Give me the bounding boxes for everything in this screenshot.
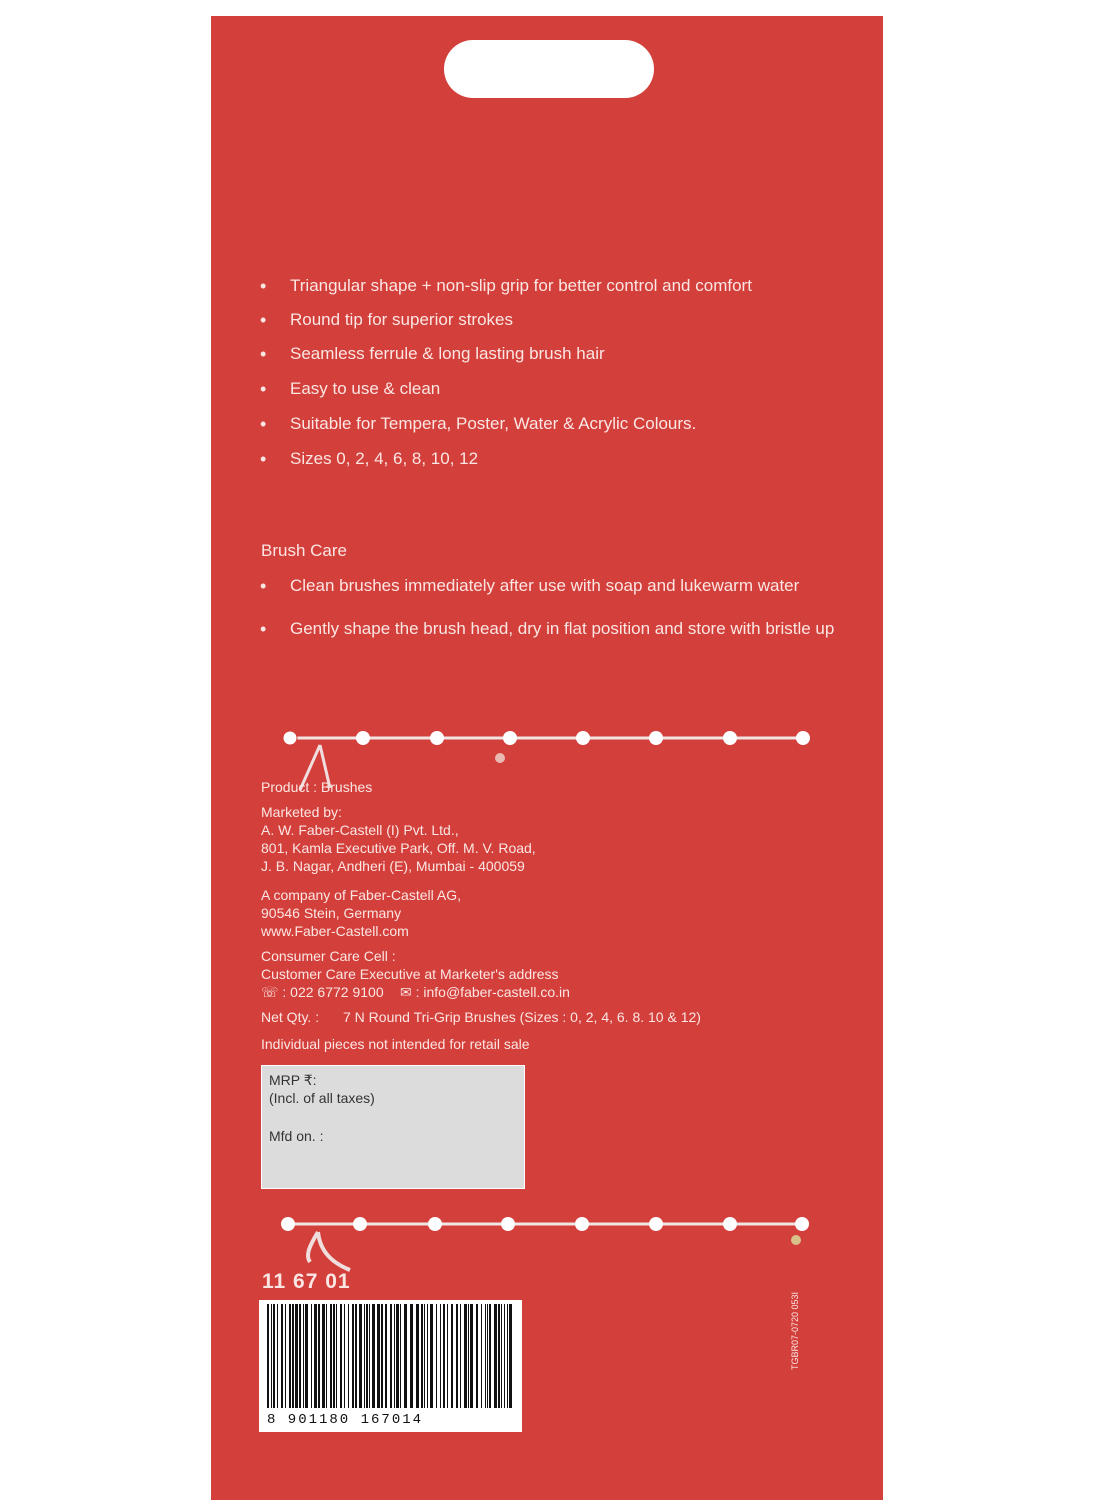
barcode-bar	[464, 1304, 467, 1408]
feature-item: • Triangular shape + non-slip grip for better control and comfort	[260, 276, 752, 296]
feature-item: • Sizes 0, 2, 4, 6, 8, 10, 12	[260, 449, 752, 469]
care-cell-label: Consumer Care Cell :	[261, 948, 396, 964]
barcode-bar	[369, 1304, 370, 1408]
barcode-number: 8 901180 167014	[267, 1412, 424, 1428]
barcode-bar	[303, 1304, 304, 1408]
email-address: ✉ : info@faber-castell.co.in	[400, 984, 570, 1000]
barcode-bar	[314, 1304, 317, 1408]
feature-item: • Easy to use & clean	[260, 379, 752, 399]
barcode-bar	[470, 1304, 473, 1408]
barcode-bar	[487, 1304, 488, 1408]
barcode-bar	[443, 1304, 445, 1408]
barcode-bar	[322, 1304, 325, 1408]
marketed-label: Marketed by:	[261, 804, 342, 820]
feature-item: • Suitable for Tempera, Poster, Water & Acrylic Colours.	[260, 414, 752, 434]
barcode-bar	[318, 1304, 320, 1408]
barcode-bar	[421, 1304, 423, 1408]
mrp-label: MRP ₹:	[269, 1072, 317, 1088]
barcode-bars	[259, 1304, 522, 1416]
retail-note: Individual pieces not intended for retail sale	[261, 1036, 530, 1052]
barcode-bar	[400, 1304, 401, 1408]
barcode-bar	[355, 1304, 357, 1408]
barcode-bar	[311, 1304, 312, 1408]
mfd-label: Mfd on. :	[269, 1128, 324, 1144]
care-item: • Clean brushes immediately after use with soap and lukewarm water	[260, 575, 860, 597]
net-qty-label: Net Qty. :	[261, 1009, 320, 1025]
marketed-line: A. W. Faber-Castell (I) Pvt. Ltd.,	[261, 822, 459, 838]
barcode-bar	[424, 1304, 425, 1408]
mrp-box	[261, 1065, 525, 1189]
barcode-bar	[427, 1304, 428, 1408]
taxes-label: (Incl. of all taxes)	[269, 1090, 375, 1106]
barcode-bar	[410, 1304, 413, 1408]
barcode-bar	[299, 1304, 301, 1408]
net-qty-value: 7 N Round Tri-Grip Brushes (Sizes : 0, 2, 4, 6. 8. 10 & 12)	[343, 1009, 701, 1025]
barcode-bar	[507, 1304, 508, 1408]
barcode-bar	[381, 1304, 383, 1408]
barcode-bar	[451, 1304, 453, 1408]
barcode-bar	[447, 1304, 448, 1408]
side-code: TGBR07-0720 053I	[790, 1291, 800, 1370]
barcode-bar	[504, 1304, 505, 1408]
barcode-bar	[476, 1304, 478, 1408]
barcode-bar	[289, 1304, 291, 1408]
barcode-bar	[267, 1304, 269, 1408]
barcode-bar	[271, 1304, 272, 1408]
barcode-bar	[498, 1304, 500, 1408]
barcode-bar	[394, 1304, 395, 1408]
care-item: • Gently shape the brush head, dry in flat position and store with bristle up	[260, 615, 860, 643]
barcode-bar	[396, 1304, 399, 1408]
barcode-bar	[481, 1304, 482, 1408]
marketed-line: J. B. Nagar, Andheri (E), Mumbai - 400059	[261, 858, 525, 874]
barcode-bar	[285, 1304, 286, 1408]
care-cell-line: Customer Care Executive at Marketer's address	[261, 966, 559, 982]
feature-item: • Round tip for superior strokes	[260, 310, 752, 330]
barcode-bar	[352, 1304, 354, 1408]
barcode-bar	[430, 1304, 433, 1408]
barcode-bar	[366, 1304, 368, 1408]
barcode-bar	[509, 1304, 512, 1408]
company-line: 90546 Stein, Germany	[261, 905, 402, 921]
barcode-bar	[359, 1304, 362, 1408]
barcode-bar	[295, 1304, 298, 1408]
barcode-bar	[281, 1304, 283, 1408]
barcode-bar	[292, 1304, 294, 1408]
barcode-bar	[340, 1304, 342, 1408]
barcode-bar	[390, 1304, 392, 1408]
barcode-bar	[494, 1304, 497, 1408]
phone-number: ☏ : 022 6772 9100	[261, 984, 384, 1000]
marketed-line: 801, Kamla Executive Park, Off. M. V. Road,	[261, 840, 536, 856]
barcode-bar	[416, 1304, 419, 1408]
barcode-bar	[336, 1304, 337, 1408]
barcode-bar	[385, 1304, 387, 1408]
company-website: www.Faber-Castell.com	[261, 923, 409, 939]
barcode-bar	[501, 1304, 502, 1408]
barcode-bar	[377, 1304, 380, 1408]
barcode-bar	[440, 1304, 441, 1408]
product-code: 11 67 01	[262, 1270, 351, 1293]
barcode-bar	[305, 1304, 308, 1408]
barcode-bar	[348, 1304, 349, 1408]
barcode-bar	[372, 1304, 375, 1408]
barcode-bar	[436, 1304, 437, 1408]
barcode-bar	[277, 1304, 278, 1408]
barcode-bar	[344, 1304, 345, 1408]
barcode-bar	[460, 1304, 461, 1408]
barcode-bar	[330, 1304, 332, 1408]
barcode-bar	[333, 1304, 335, 1408]
barcode	[259, 1300, 522, 1432]
company-line: A company of Faber-Castell AG,	[261, 887, 461, 903]
brush-care-title: Brush Care	[261, 541, 347, 560]
barcode-bar	[404, 1304, 407, 1408]
barcode-bar	[273, 1304, 275, 1408]
barcode-bar	[485, 1304, 486, 1408]
product-line: Product : Brushes	[261, 779, 373, 795]
barcode-bar	[468, 1304, 469, 1408]
barcode-bar	[456, 1304, 458, 1408]
barcode-bar	[489, 1304, 491, 1408]
barcode-bar	[326, 1304, 327, 1408]
feature-item: • Seamless ferrule & long lasting brush hair	[260, 344, 752, 364]
barcode-bar	[364, 1304, 365, 1408]
